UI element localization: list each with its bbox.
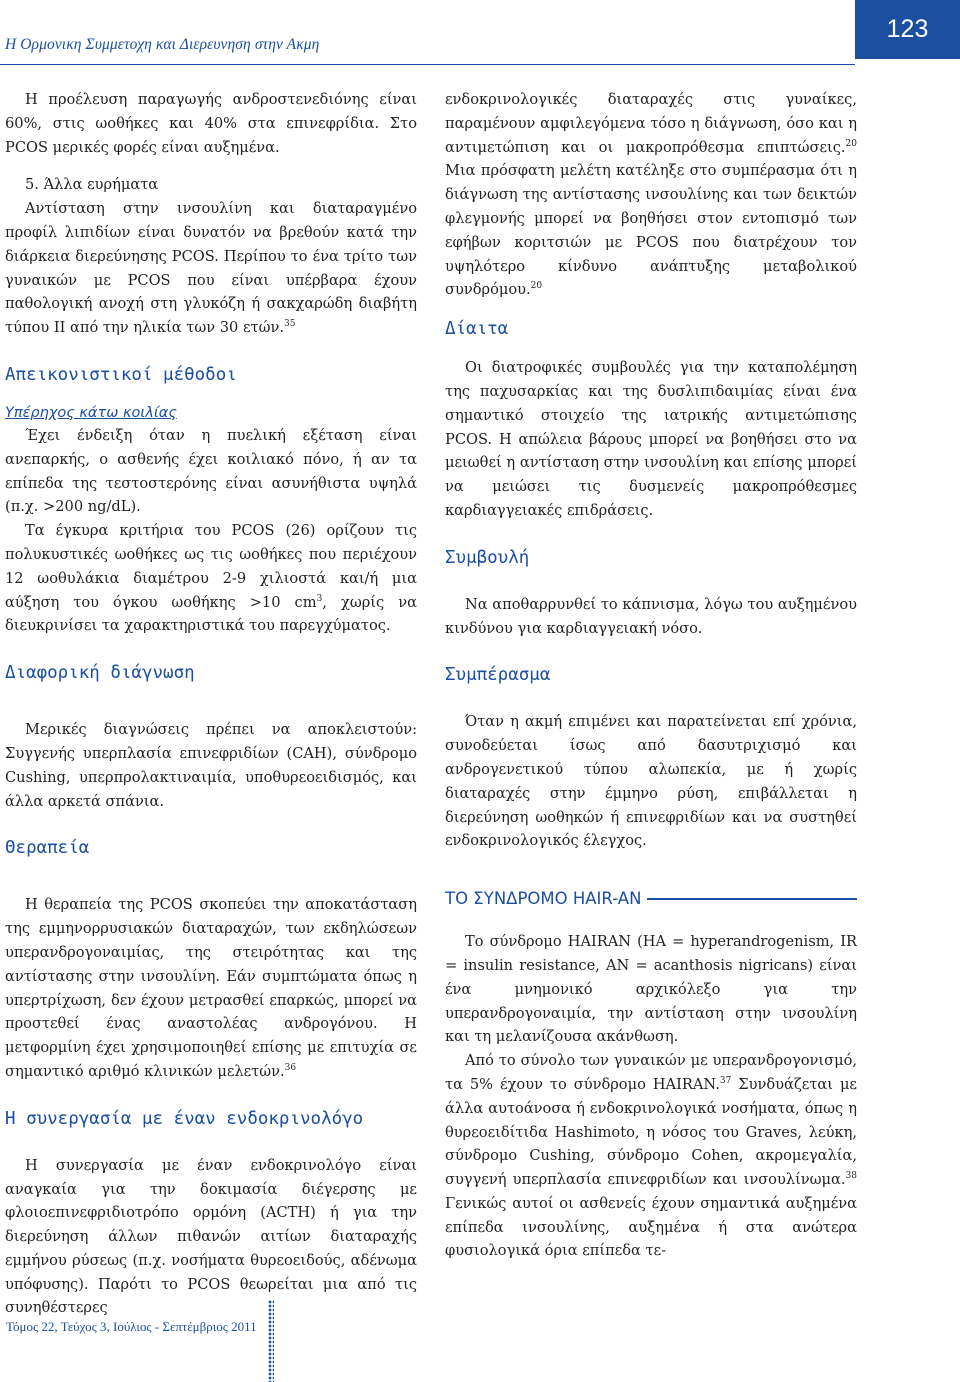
hairan-section-banner xyxy=(445,889,857,908)
continuation-text-a: ενδοκρινολογικές διαταραχές στις γυναίκες, παραμένουν αμφιλεγόμενα τόσο η διάγνωση, όσο και η αντιμετώπιση και οι μακροπρόθεσμα επιπτώσεις. xyxy=(445,91,857,156)
findings-paragraph xyxy=(5,197,417,340)
advice-paragraph: Να αποθαρρυνθεί το κάπνισμα, λόγω του αυξημένου κινδύνου για καρδιαγγειακή νόσο. xyxy=(445,595,857,637)
intro-paragraph: Η προέλευση παραγωγής ανδροστενεδιόνης είναι 60%, στις ωοθήκες και 40% στα επινεφρίδια. Στο PCOS μερικές φορές είναι αυξημένα. xyxy=(5,91,417,156)
hairan-paragraph-1: Το σύνδρομο HAIRAN (HA = hyperandrogenism, IR = insulin resistance, AN = acanthosis nigricans) είναι ένα μνημονικό αρχικόλεξο για την υπερανδρογοναιμία, την αντίσταση στην ινσουλίνη και τη μελανίζουσα ακάνθωση. xyxy=(445,933,857,1046)
subheading-ultrasound: Υπέρηχος κάτω κοιλίας xyxy=(5,404,177,421)
heading-advice: Συμβουλή xyxy=(445,547,530,568)
header-divider xyxy=(0,64,855,65)
heading-endocrinologist-cooperation: Η συνεργασία με έναν ενδοκρινολόγο xyxy=(5,1108,364,1129)
heading-diet: Δίαιτα xyxy=(445,319,509,340)
diet-paragraph: Οι διατροφικές συμβουλές για την καταπολέμηση της παχυσαρκίας και της δυσλιπιδαιμίας είναι ένα σημαντικό στοιχείο της ιατρικής αντιμετώπισης PCOS. Η απώλεια βάρους μπορεί να βοηθήσει στο να μειωθεί η αντίσταση στην ινσουλίνη και επίσης μπορεί να μειώσει τις δυσμενείς μακροπρόθεσμες καρδιαγγειακές επιδράσεις. xyxy=(445,359,857,519)
right-column xyxy=(445,88,857,1263)
findings-text: Αντίσταση στην ινσουλίνη και διαταραγμένο προφίλ λιπιδίων είναι δυνατόν να βρεθούν κατά την διάρκεια διερεύνησης PCOS. Περίπου το ένα τρίτο των γυναικών με PCOS που είναι υπέρβαρα έχουν παθολογική ανοχή στη γλυκόζη ή σακχαρώδη διαβήτη τύπου ΙΙ από την ηλικία των 30 ετών. xyxy=(5,200,417,337)
footer-dotted-divider xyxy=(268,1300,274,1382)
reference-20b: 20 xyxy=(530,281,543,292)
running-header-title: Η Ορμονικη Συμμετοχη και Διερευνηση στην Ακμη xyxy=(5,36,320,53)
heading-conclusion: Συμπέρασμα xyxy=(445,665,551,686)
conclusion-paragraph: Όταν η ακμή επιμένει και παρατείνεται επί χρόνια, συνοδεύεται ίσως από δασυτριχισμό και ανδρογενετικού τύπου αλωπεκία, με ή χωρίς διαταραχές στην έμμηνο ρύση, επιβάλλεται η διερεύνηση ωοθηκών ή επινεφριδίων και να συστηθεί ενδοκρινολογικός έλεγχος. xyxy=(445,713,857,850)
footer-citation: Τόμος 22, Τεύχος 3, Ιούλιος - Σεπτέμβριος 2011 xyxy=(6,1319,257,1334)
hairan-text-a: Από το σύνολο των γυναικών με υπερανδρογονισμό, τα 5% έχουν το σύνδρομο HAIRAN. xyxy=(445,1052,857,1093)
page-number: 123 xyxy=(886,15,929,43)
reference-38: 38 xyxy=(845,1171,857,1182)
ultrasound-paragraph-2 xyxy=(5,519,417,638)
ultrasound-text-b: , χωρίς να διευκρινίσει τα χαρακτηριστικά του παρεγχύματος. xyxy=(5,593,417,635)
left-column xyxy=(5,88,417,1320)
hairan-text-b: Συνδυάζεται με άλλα αυτοάνοσα ή ενδοκρινολογικά νοσήματα, όπως η θυρεοειδίτιδα Hashimoto, η νόσος του Graves, λεύκη, σύνδρομο Cushing, σύνδρομο Cohen, ακρομεγαλία, συγγενή υπερπλασία επινεφριδίων και ινσουλίνωμα. xyxy=(445,1075,857,1189)
superscript-3: 3 xyxy=(316,593,323,604)
page-number-tab xyxy=(855,0,960,59)
ultrasound-paragraph-1: Έχει ένδειξη όταν η πυελική εξέταση είναι ανεπαρκής, ο ασθενής έχει κοιλιακό πόνο, ή αν τα επίπεδα της τεστοστερόνης είναι ασυνήθιστα υψηλά (π.χ. >200 ng/dL). xyxy=(5,426,417,516)
continuation-text-b: Μια πρόσφατη μελέτη κατέληξε στο συμπέρασμα ότι η διάγνωση της αντίστασης ινσουλίνης και των δεικτών φλεγμονής μπορεί να βοηθήσει στον εντοπισμό των εφήβων κοριτσιών με PCOS που διατρέχουν τον υψηλότερο κίνδυνο ανάπτυξης μεταβολικού συνδρόμου. xyxy=(445,162,857,299)
therapy-text: Η θεραπεία της PCOS σκοπεύει την αποκατάσταση της εμμηνορρυσιακών διαταραχών, των εκδηλώσεων υπερανδρογοναιμίας, της στειρότητας και της αντίστασης στην ινσουλίνη. Εάν συμπτώματα όπως η υπερτρίχωση, δεν έχουν μετρασθεί επαρκώς, μπορεί να προστεθεί ένας αναστολέας ανδρογόνου. Η μετφορμίνη έχει χρησιμοποιηθεί επίσης με επιτυχία σε σημαντικό αριθμό κλινικών μελετών. xyxy=(5,896,417,1080)
heading-therapy: Θεραπεία xyxy=(5,838,90,859)
findings-heading: 5. Άλλα ευρήματα xyxy=(25,176,159,194)
reference-20a: 20 xyxy=(845,138,857,149)
continuation-paragraph xyxy=(445,88,857,302)
ultrasound-text-a: Τα έγκυρα κριτήρια του PCOS (26) ορίζουν τις πολυκυστικές ωοθήκες ως τις ωοθήκες που περιέχουν 12 ωοθυλάκια διαμέτρου 2-9 χιλιοστά και/ή μια αύξηση του όγκου ωοθήκης >10 cm xyxy=(5,522,417,611)
differential-paragraph: Μερικές διαγνώσεις πρέπει να αποκλειστούν: Συγγενής υπερπλασία επινεφριδίων (CAH), σύνδρομο Cushing, υπερπρολακτιναιμία, υποθυρεοειδισμός, και άλλα αρκετά σπάνια. xyxy=(5,721,417,810)
heading-hairan: ΤΟ ΣΥΝΔΡΟΜΟ HAIR-AN xyxy=(445,889,642,909)
hairan-paragraph-2 xyxy=(445,1049,857,1263)
hairan-text-c: Γενικώς αυτοί οι ασθενείς έχουν σημαντικά αυξημένα επίπεδα ινσουλίνης, αυξημένα ή στα ανώτερα φυσιολογικά όρια επίπεδα τε- xyxy=(445,1194,857,1260)
reference-36: 36 xyxy=(284,1063,297,1074)
heading-imaging: Απεικονιστικοί μέθοδοι xyxy=(5,364,237,385)
heading-differential-diagnosis: Διαφορική διάγνωση xyxy=(5,663,195,684)
reference-37: 37 xyxy=(719,1076,732,1087)
reference-35: 35 xyxy=(284,319,296,330)
banner-rule xyxy=(647,898,857,900)
therapy-paragraph xyxy=(5,893,417,1083)
cooperation-paragraph: Η συνεργασία με έναν ενδοκρινολόγο είναι αναγκαία για την δοκιμασία διέγερσης με φλοιοεπινεφριδιοτρόπο ορμόνη (ACTH) ή για την διερεύνηση άλλων πιθανών αιτίων διαταραχής εμμήνου ρύσεως (π.χ. νοσήματα θυρεοειδούς, αδένωμα υπόφυσης). Παρότι το PCOS θεωρείται μια από τις συνηθέστερες xyxy=(5,1156,417,1317)
